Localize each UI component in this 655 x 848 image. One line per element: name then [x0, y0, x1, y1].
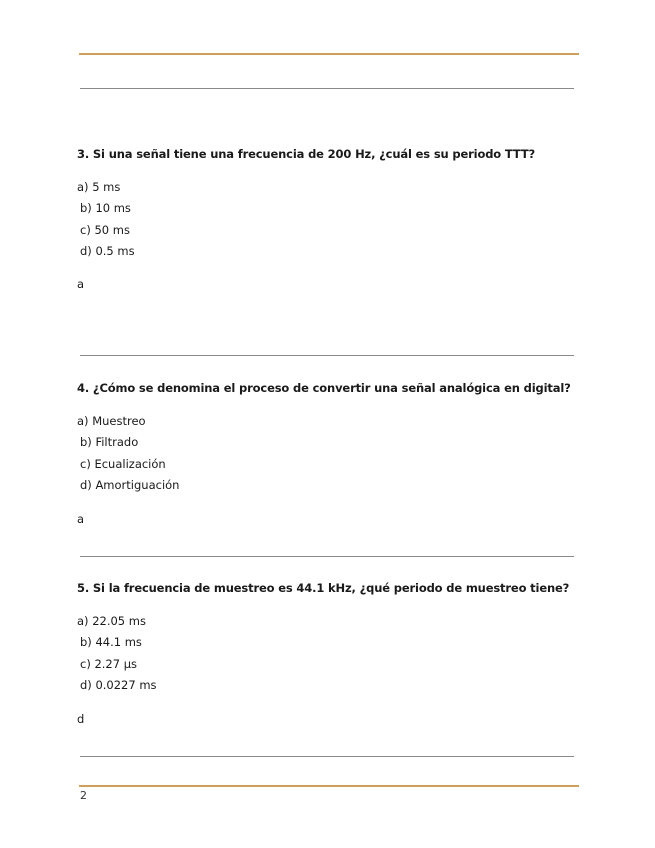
option-d: d) Amortiguación — [80, 477, 180, 492]
option-a: a) 5 ms — [77, 180, 121, 194]
question-5-answer: d — [77, 712, 85, 726]
question-3-options — [77, 177, 135, 262]
question-3-answer: a — [77, 277, 85, 291]
header-rule — [79, 53, 579, 55]
question-4-options — [77, 411, 179, 496]
option-c: c) 50 ms — [80, 222, 130, 237]
option-b: b) Filtrado — [80, 435, 139, 450]
question-5-text: 5. Si la frecuencia de muestreo es 44.1 kHz, ¿qué periodo de muestreo tiene? — [77, 581, 570, 595]
page-number: 2 — [80, 789, 87, 802]
option-b: b) 10 ms — [80, 201, 131, 216]
section-divider — [80, 556, 574, 557]
option-a: a) Muestreo — [77, 414, 146, 428]
question-4-text: 4. ¿Cómo se denomina el proceso de convertir una señal analógica en digital? — [77, 381, 571, 395]
option-d: d) 0.0227 ms — [80, 677, 157, 692]
footer-rule — [79, 785, 579, 787]
section-divider — [80, 88, 574, 89]
option-c: c) Ecualización — [80, 456, 166, 471]
section-divider — [80, 355, 574, 356]
question-5-options — [77, 611, 157, 696]
section-divider — [80, 756, 574, 757]
option-b: b) 44.1 ms — [80, 635, 142, 650]
option-d: d) 0.5 ms — [80, 243, 135, 258]
option-c: c) 2.27 µs — [80, 656, 138, 671]
question-3-text: 3. Si una señal tiene una frecuencia de 200 Hz, ¿cuál es su periodo TTT? — [77, 147, 536, 161]
option-a: a) 22.05 ms — [77, 614, 146, 628]
question-4-answer: a — [77, 512, 85, 526]
